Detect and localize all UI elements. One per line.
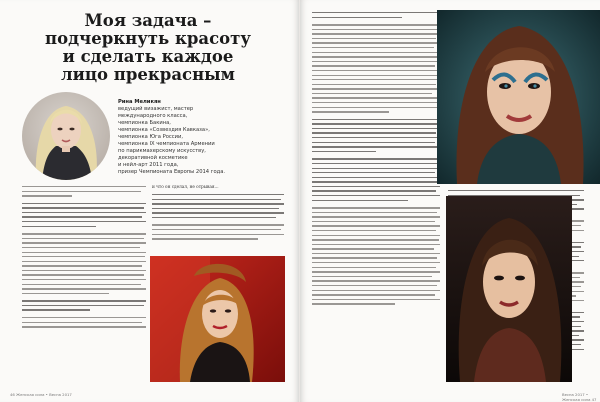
bio-line: чемпионка Юга России, xyxy=(118,134,184,140)
bio-line: декоративной косметике xyxy=(118,155,188,161)
page-footer-right: Весна 2017 • Женская сила 47 xyxy=(562,392,597,402)
model-photo-top xyxy=(437,10,600,184)
body-column-2 xyxy=(152,194,284,243)
bio-line: международного класса, xyxy=(118,113,188,119)
model-photo-red xyxy=(150,256,285,382)
model-photo-bottom xyxy=(446,196,572,382)
bio-line: призер Чемпионата Европы 2014 года. xyxy=(118,169,226,175)
author-portrait xyxy=(22,92,110,180)
bio-line: и нейл-арт 2011 года, xyxy=(118,162,179,168)
lead-fragment: и что он сделал, не отрывая... xyxy=(152,184,219,189)
bio-line: ведущий визажист, мастер xyxy=(118,106,194,112)
article-headline: Моя задача – подчеркнуть красоту и сделать каждое лицо прекрасным xyxy=(45,11,251,84)
body-column-3 xyxy=(312,12,440,308)
bio-line: чемпионка Бакина, xyxy=(118,120,171,126)
bio-line: чемпионка «Созвездия Кавказа», xyxy=(118,127,210,133)
body-column-1 xyxy=(22,186,146,331)
author-name: Рина Меликян xyxy=(118,99,161,105)
left-page xyxy=(0,0,299,402)
bio-line: чемпионка IX чемпионата Армении xyxy=(118,141,215,147)
bio-line: по парикмахерскому искусству, xyxy=(118,148,206,154)
page-footer-left: 46 Женская сила • Весна 2017 xyxy=(10,392,72,397)
